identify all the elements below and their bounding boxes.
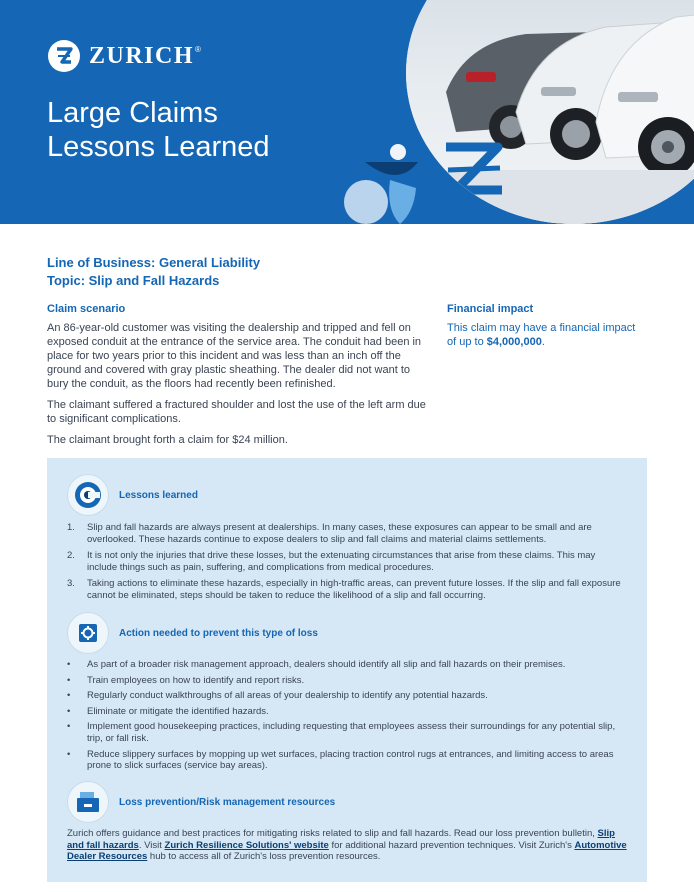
- list-item: [67, 706, 627, 718]
- header-banner: [0, 0, 694, 224]
- slip-fall-link[interactable]: Slip and fall hazards: [67, 828, 615, 851]
- resources-header: [67, 781, 335, 823]
- gear-icon: [67, 612, 109, 654]
- resilience-website-link[interactable]: Zurich Resilience Solutions' website: [164, 839, 329, 851]
- list-item: [67, 675, 627, 687]
- lessons-icon: [67, 474, 109, 516]
- car-photo: [406, 0, 694, 224]
- page-title: [47, 96, 270, 164]
- bullet: •: [67, 748, 71, 760]
- bullet: •: [67, 721, 71, 733]
- list-item: [67, 550, 627, 573]
- intro-heading: [47, 254, 260, 290]
- actions-header: [67, 612, 318, 654]
- financial-heading: Financial impact: [447, 303, 534, 315]
- bullet: •: [67, 659, 71, 670]
- lessons-header: [67, 474, 198, 516]
- resources-text-3: for additional hazard prevention techniques. Visit Zurich's: [328, 839, 575, 851]
- list-text: Reduce slippery surfaces by mopping up wet surfaces, placing traction control rugs at entrances, and limiting access to areas prone to slick surfaces (service bay areas).: [87, 748, 614, 772]
- resources-text: [67, 828, 632, 863]
- list-item: [67, 690, 627, 702]
- list-number: 3.: [67, 578, 75, 590]
- financial-impact: [447, 321, 647, 349]
- list-text: As part of a broader risk management approach, dealers should identify all slip and fall hazards on their premises.: [87, 659, 566, 670]
- resources-title: Loss prevention/Risk management resources: [119, 796, 336, 808]
- list-item: [67, 749, 627, 772]
- list-text: It is not only the injuries that drive these losses, but the extenuating circumstances that arise from these claims. This may include things such as pain, suffering, and complications from medical procedures.: [87, 550, 596, 573]
- lessons-list: [67, 522, 627, 607]
- claim-paragraph-3: The claimant brought forth a claim for $24 million.: [47, 434, 288, 446]
- zurich-logo: [48, 40, 201, 72]
- list-text: Eliminate or mitigate the identified hazards.: [87, 705, 269, 717]
- list-number: 1.: [67, 522, 75, 533]
- title-line-2: Lessons Learned: [47, 131, 270, 163]
- financial-suffix: .: [541, 336, 545, 348]
- claim-paragraph-1: An 86-year-old customer was visiting the dealership and tripped and fell on exposed conduit at the entrance of the service area. The conduit had been in place for two years prior to this incident and was less than an inch off the ground and covered with gray plastic sheathing. The dealer did not want to bury the conduit, as the floors had recently been refinished.: [47, 322, 422, 390]
- zurich-logo-icon: [48, 40, 80, 72]
- financial-text: This claim may have a financial impact of up to: [447, 322, 636, 348]
- brand-name: ZURICH: [89, 42, 195, 69]
- info-panel: [47, 458, 647, 882]
- list-item: [67, 721, 627, 744]
- folder-icon: [67, 781, 109, 823]
- decorative-shapes: [340, 140, 420, 224]
- list-number: 2.: [67, 550, 75, 562]
- lessons-title: Lessons learned: [119, 489, 198, 501]
- list-text: Train employees on how to identify and report risks.: [87, 674, 305, 686]
- resources-text-4: hub to access all of Zurich's loss prevention resources.: [147, 851, 381, 863]
- resources-text-1: Zurich offers guidance and best practices for mitigating risks related to slip and fall hazards. Read our loss prevention bulletin,: [67, 828, 598, 839]
- claim-heading: Claim scenario: [47, 303, 126, 315]
- list-text: Slip and fall hazards are always present at dealerships. In many cases, these exposures can appear to be small and are overlooked. These hazards continue to expose dealers to slip and fall claims and material claims settlements.: [87, 522, 592, 545]
- claim-paragraph-2: The claimant suffered a fractured shoulder and lost the use of the left arm due to significant complications.: [47, 399, 426, 425]
- claim-scenario: [47, 321, 432, 454]
- actions-title: Action needed to prevent this type of loss: [119, 627, 318, 639]
- list-item: [67, 578, 627, 601]
- financial-amount: $4,000,000: [486, 336, 542, 348]
- dealer-resources-link[interactable]: Automotive Dealer Resources: [67, 839, 627, 863]
- actions-list: [67, 659, 627, 776]
- list-item: [67, 522, 627, 545]
- line-of-business: Line of Business: General Liability: [47, 255, 261, 270]
- bullet: •: [67, 674, 71, 686]
- topic: Topic: Slip and Fall Hazards: [47, 273, 220, 288]
- list-text: Taking actions to eliminate these hazards, especially in high-traffic areas, can prevent future losses. If the slip and fall exposure cannot be eliminated, steps should be taken to reduce the likelihood of a slip and fall occurring.: [87, 578, 621, 601]
- list-item: [67, 659, 627, 671]
- resources-text-2: . Visit: [138, 839, 165, 851]
- bullet: •: [67, 705, 71, 717]
- list-text: Implement good housekeeping practices, including requesting that employees assess their surroundings for any potential slip, trip, or fall risk.: [87, 721, 616, 744]
- list-text: Regularly conduct walkthroughs of all areas of your dealership to identify any potential hazards.: [87, 690, 488, 702]
- title-line-1: Large Claims: [47, 97, 218, 129]
- bullet: •: [67, 690, 71, 702]
- registered-mark: ®: [195, 44, 201, 54]
